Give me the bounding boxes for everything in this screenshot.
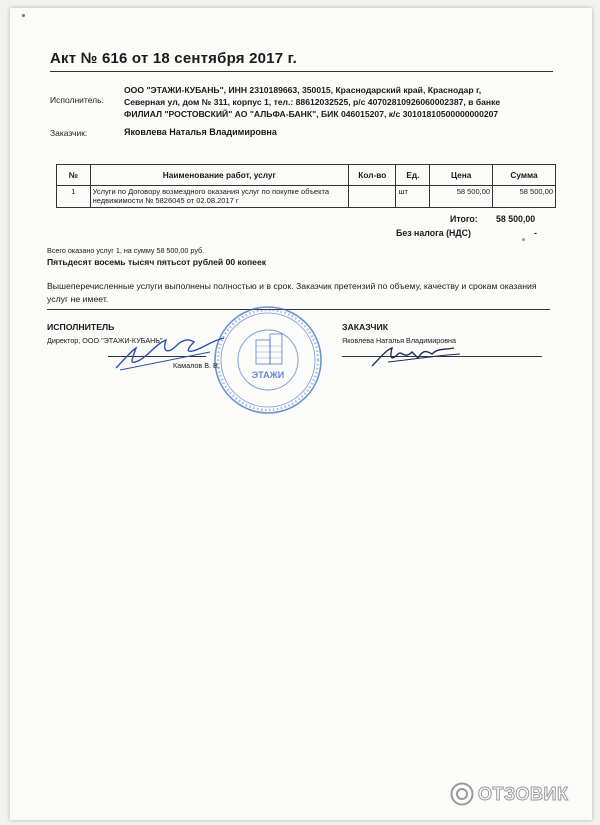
row-price: 58 500,00 (430, 186, 493, 208)
header-price: Цена (430, 165, 493, 186)
customer-heading: ЗАКАЗЧИК (342, 322, 389, 332)
performer-name: Камалов В. В. (173, 361, 220, 370)
total-label: Итого: (450, 214, 478, 224)
customer-name: Яковлева Наталья Владимировна (124, 127, 277, 137)
watermark-text: ОТЗОВИК (478, 783, 569, 804)
customer-signature-icon (368, 340, 464, 370)
otzovik-logo-icon (450, 782, 474, 806)
row-unit: шт (396, 186, 430, 208)
row-sum: 58 500,00 (493, 186, 556, 208)
performer-line-2: Северная ул, дом № 311, корпус 1, тел.: 88612032525, р/с 40702810926060002387, в банке (124, 97, 501, 107)
header-num: № (57, 165, 91, 186)
title-underline (50, 71, 553, 72)
services-table (56, 164, 556, 208)
scan-speck (22, 14, 25, 17)
table-row (57, 186, 556, 208)
performer-heading: ИСПОЛНИТЕЛЬ (47, 322, 115, 332)
row-qty (349, 186, 396, 208)
document-title: Акт № 616 от 18 сентября 2017 г. (50, 50, 297, 67)
otzovik-watermark (450, 782, 568, 806)
table-header-row (57, 165, 556, 186)
completion-note: Вышеперечисленные услуги выполнены полностью и в срок. Заказчик претензий по объему, качеству и срокам оказания услуг не имеет. (47, 281, 537, 304)
row-name: Услуги по Договору возмездного оказания услуг по покупке объекта недвижимости № 5826045 от 02.08.2017 г (90, 186, 349, 208)
header-unit: Ед. (396, 165, 430, 186)
header-name: Наименование работ, услуг (90, 165, 349, 186)
performer-label: Исполнитель: (50, 95, 104, 105)
scan-speck (522, 238, 525, 241)
performer-details (124, 84, 564, 120)
services-count-line: Всего оказано услуг 1, на сумму 58 500,00 руб. (47, 246, 205, 255)
row-num: 1 (57, 186, 91, 208)
document-sheet (10, 8, 592, 820)
customer-signatory: Яковлева Наталья Владимировна (342, 336, 456, 345)
vat-value: - (534, 228, 537, 238)
performer-signature-icon (110, 330, 230, 376)
performer-line-1: ООО "ЭТАЖИ-КУБАНЬ", ИНН 2310189663, 350015, Краснодарский край, Краснодар г, (124, 85, 482, 95)
performer-position: Директор, ООО "ЭТАЖИ-КУБАНЬ" (47, 336, 163, 345)
header-qty: Кол-во (349, 165, 396, 186)
header-sum: Сумма (493, 165, 556, 186)
customer-label: Заказчик: (50, 128, 88, 138)
performer-line-3: ФИЛИАЛ "РОСТОВСКИЙ" АО "АЛЬФА-БАНК", БИК 046015207, к/с 30101810500000000207 (124, 109, 499, 119)
stamp-company-text: ЭТАЖИ (251, 370, 285, 380)
total-value: 58 500,00 (496, 214, 536, 224)
vat-label: Без налога (НДС) (396, 228, 471, 238)
amount-in-words: Пятьдесят восемь тысяч пятьсот рублей 00 копеек (47, 257, 267, 267)
